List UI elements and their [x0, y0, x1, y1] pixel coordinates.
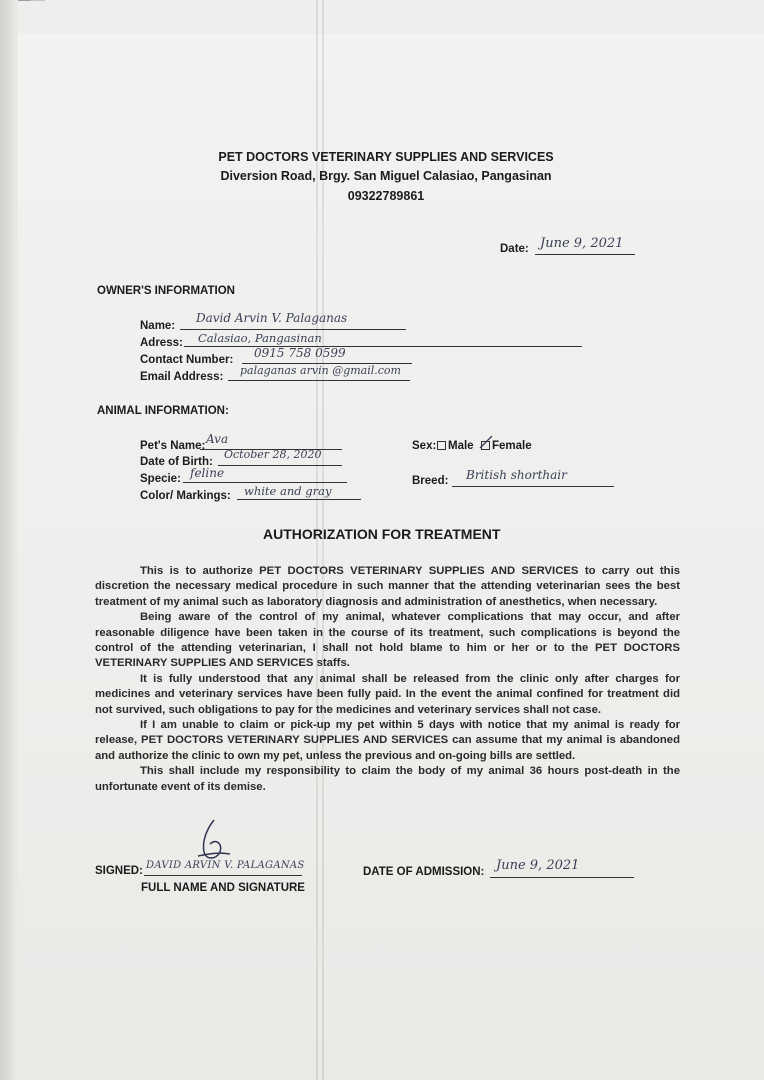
scan-top-edge — [0, 0, 764, 34]
pet-name-label: Pet's Name: — [140, 440, 206, 452]
pet-name-value: Ava — [206, 432, 229, 446]
owner-name-value: David Arvin V. Palaganas — [196, 311, 348, 325]
color-label: Color/ Markings: — [140, 490, 231, 502]
dob-label: Date of Birth: — [140, 456, 213, 468]
owner-email-label: Email Address: — [140, 371, 224, 383]
owner-name-label: Name: — [140, 320, 176, 332]
breed-value: British shorthair — [466, 468, 567, 482]
owner-address-label: Adress: — [140, 337, 183, 349]
owner-contact-label: Contact Number: — [140, 354, 234, 366]
owner-address-value: Calasiao, Pangasinan — [198, 331, 322, 345]
color-value: white and gray — [244, 484, 332, 498]
company-name: PET DOCTORS VETERINARY SUPPLIES AND SERVICES — [218, 150, 554, 164]
sex-male-label: Male — [448, 440, 474, 452]
dob-value: October 28, 2020 — [224, 448, 322, 461]
authorization-paragraph-1: This is to authorize PET DOCTORS VETERINARY SUPPLIES AND SERVICES to carry out this discretion the necessary medical procedure in such manner that the attending veterinarian sees the best treatment of my animal such as laboratory diagnosis and administration of anesthetics, when necessary. — [95, 565, 680, 608]
animal-section-title: ANIMAL INFORMATION: — [97, 405, 229, 417]
authorization-paragraph-3: It is fully understood that any animal shall be released from the clinic only after charges for medicines and veterinary services have been fully paid. In the event the animal confined for treatment did not survived, such obligations to pay for the medicines and veterinary services shall not case. — [95, 672, 680, 716]
signed-name-value: DAVID ARVIN V. PALAGANAS — [146, 860, 305, 871]
authorization-paragraph-2: Being aware of the control of my animal, whatever complications that may occur, and after reasonable diligence have been taken in the course of its treatment, such complications is beyond the control of the attending veterinarian, I shall not hold blame to him or her or to the PET DOCTORS VETERINARY SUPPLIES AND SERVICES staffs. — [95, 611, 680, 670]
breed-label: Breed: — [412, 475, 449, 487]
company-phone: 09322789861 — [347, 189, 425, 203]
company-address: Diversion Road, Brgy. San Miguel Calasiao, Pangasinan — [220, 169, 552, 183]
date-label: Date: — [500, 243, 529, 255]
sex-female-label: Female — [492, 440, 532, 452]
signed-label: SIGNED: — [95, 865, 143, 877]
date-value: June 9, 2021 — [540, 236, 624, 251]
authorization-body — [95, 564, 680, 795]
handwritten-signature — [190, 816, 234, 866]
species-label: Specie: — [140, 473, 181, 485]
admission-value: June 9, 2021 — [496, 858, 580, 873]
authorization-paragraph-5: This shall include my responsibility to claim the body of my animal 36 hours post-death in the unfortunate event of its demise. — [95, 765, 680, 793]
owner-section-title: OWNER'S INFORMATION — [97, 285, 235, 297]
authorization-paragraph-4: If I am unable to claim or pick-up my pet within 5 days with notice that my animal is ready for release, PET DOCTORS VETERINARY SUPPLIES AND SERVICES can assume that my animal is abandoned and authorize the clinic to own my pet, unless the previous and on-going bills are settled. — [95, 719, 680, 762]
owner-contact-value: 0915 758 0599 — [254, 346, 346, 360]
authorization-title: AUTHORIZATION FOR TREATMENT — [263, 526, 501, 542]
male-checkbox — [437, 441, 446, 450]
scan-left-edge — [0, 0, 18, 1080]
signature-caption: FULL NAME AND SIGNATURE — [141, 882, 305, 894]
admission-label: DATE OF ADMISSION: — [363, 866, 485, 878]
owner-email-value: palaganas arvin @gmail.com — [240, 364, 401, 377]
species-value: feline — [190, 466, 225, 480]
sex-label: Sex: — [412, 440, 437, 452]
